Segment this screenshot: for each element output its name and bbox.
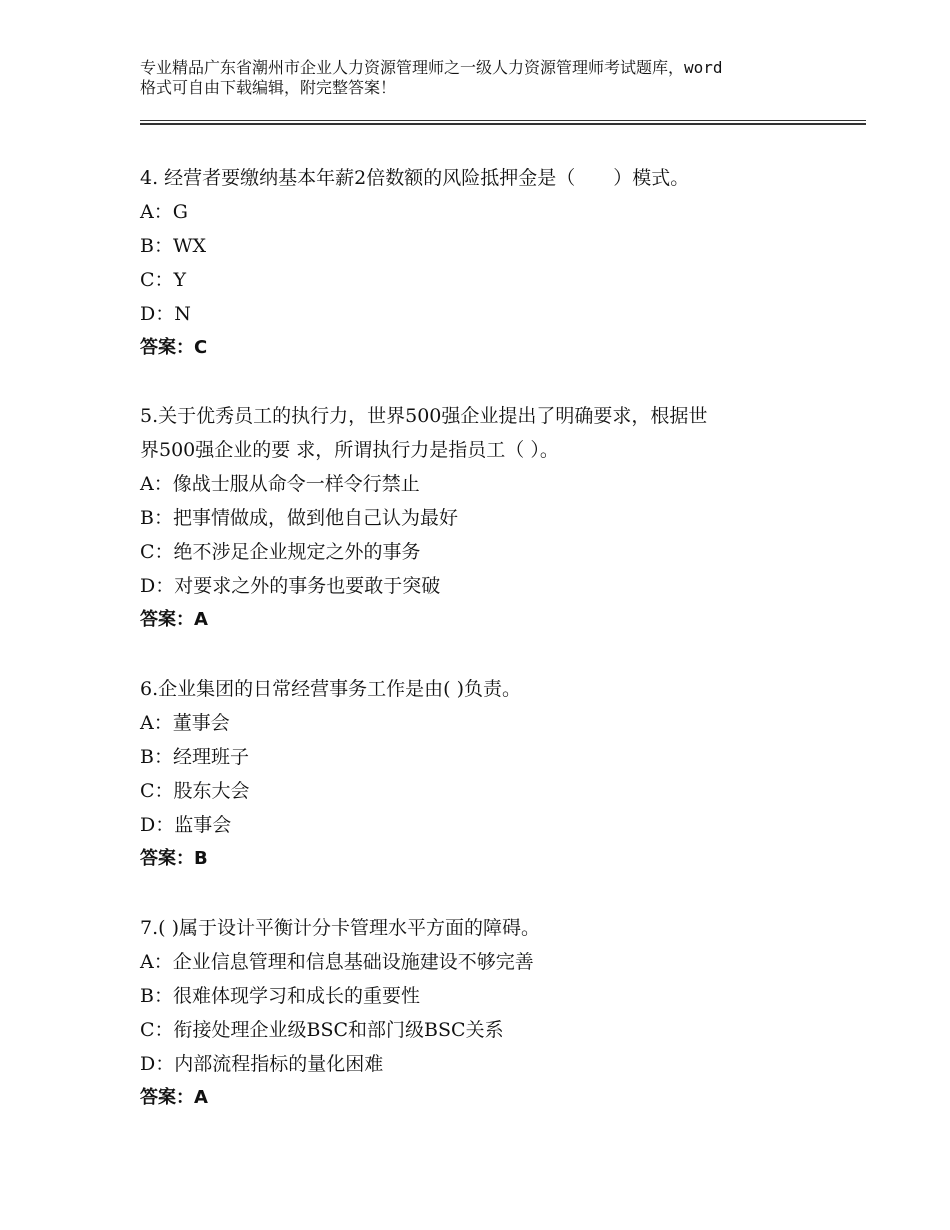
question-7 [140, 911, 540, 1115]
option-d: D：内部流程指标的量化困难 [140, 1053, 384, 1075]
option-b: B：经理班子 [140, 746, 249, 768]
question-stem: 5.关于优秀员工的执行力，世界500强企业提出了明确要求，根据世 [140, 405, 708, 427]
option-c: C：Y [140, 269, 187, 291]
option-c: C：衔接处理企业级BSC和部门级BSC关系 [140, 1019, 504, 1041]
option-c: C：股东大会 [140, 780, 250, 802]
option-a: A：企业信息管理和信息基础设施建设不够完善 [140, 951, 534, 973]
question-6 [140, 672, 521, 876]
question-4 [140, 161, 689, 365]
answer: 答案：B [140, 848, 208, 869]
question-stem: 7.( )属于设计平衡计分卡管理水平方面的障碍。 [140, 917, 540, 939]
header-divider [140, 120, 866, 125]
question-stem: 6.企业集团的日常经营事务工作是由( )负责。 [140, 678, 521, 700]
option-d: D：监事会 [140, 814, 232, 836]
option-d: D：N [140, 303, 191, 325]
option-a: A：G [140, 201, 188, 223]
question-stem: 4. 经营者要缴纳基本年薪2倍数额的风险抵押金是（ ）模式。 [140, 167, 690, 189]
answer: 答案：A [140, 609, 208, 630]
option-b: B：WX [140, 235, 207, 257]
header-line-1: 专业精品广东省潮州市企业人力资源管理师之一级人力资源管理师考试题库，word [140, 58, 723, 77]
question-5 [140, 399, 707, 637]
option-c: C：绝不涉足企业规定之外的事务 [140, 541, 421, 563]
option-d: D：对要求之外的事务也要敢于突破 [140, 575, 441, 597]
answer: 答案：C [140, 337, 208, 358]
header-line-2: 格式可自由下载编辑，附完整答案！ [140, 78, 397, 97]
document-header [140, 58, 840, 98]
option-a: A：董事会 [140, 712, 230, 734]
option-b: B：很难体现学习和成长的重要性 [140, 985, 420, 1007]
option-b: B：把事情做成，做到他自己认为最好 [140, 507, 458, 529]
answer: 答案：A [140, 1087, 208, 1108]
option-a: A：像战士服从命令一样令行禁止 [140, 473, 420, 495]
question-stem-line-2: 界500强企业的要 求，所谓执行力是指员工（ ）。 [140, 439, 559, 461]
